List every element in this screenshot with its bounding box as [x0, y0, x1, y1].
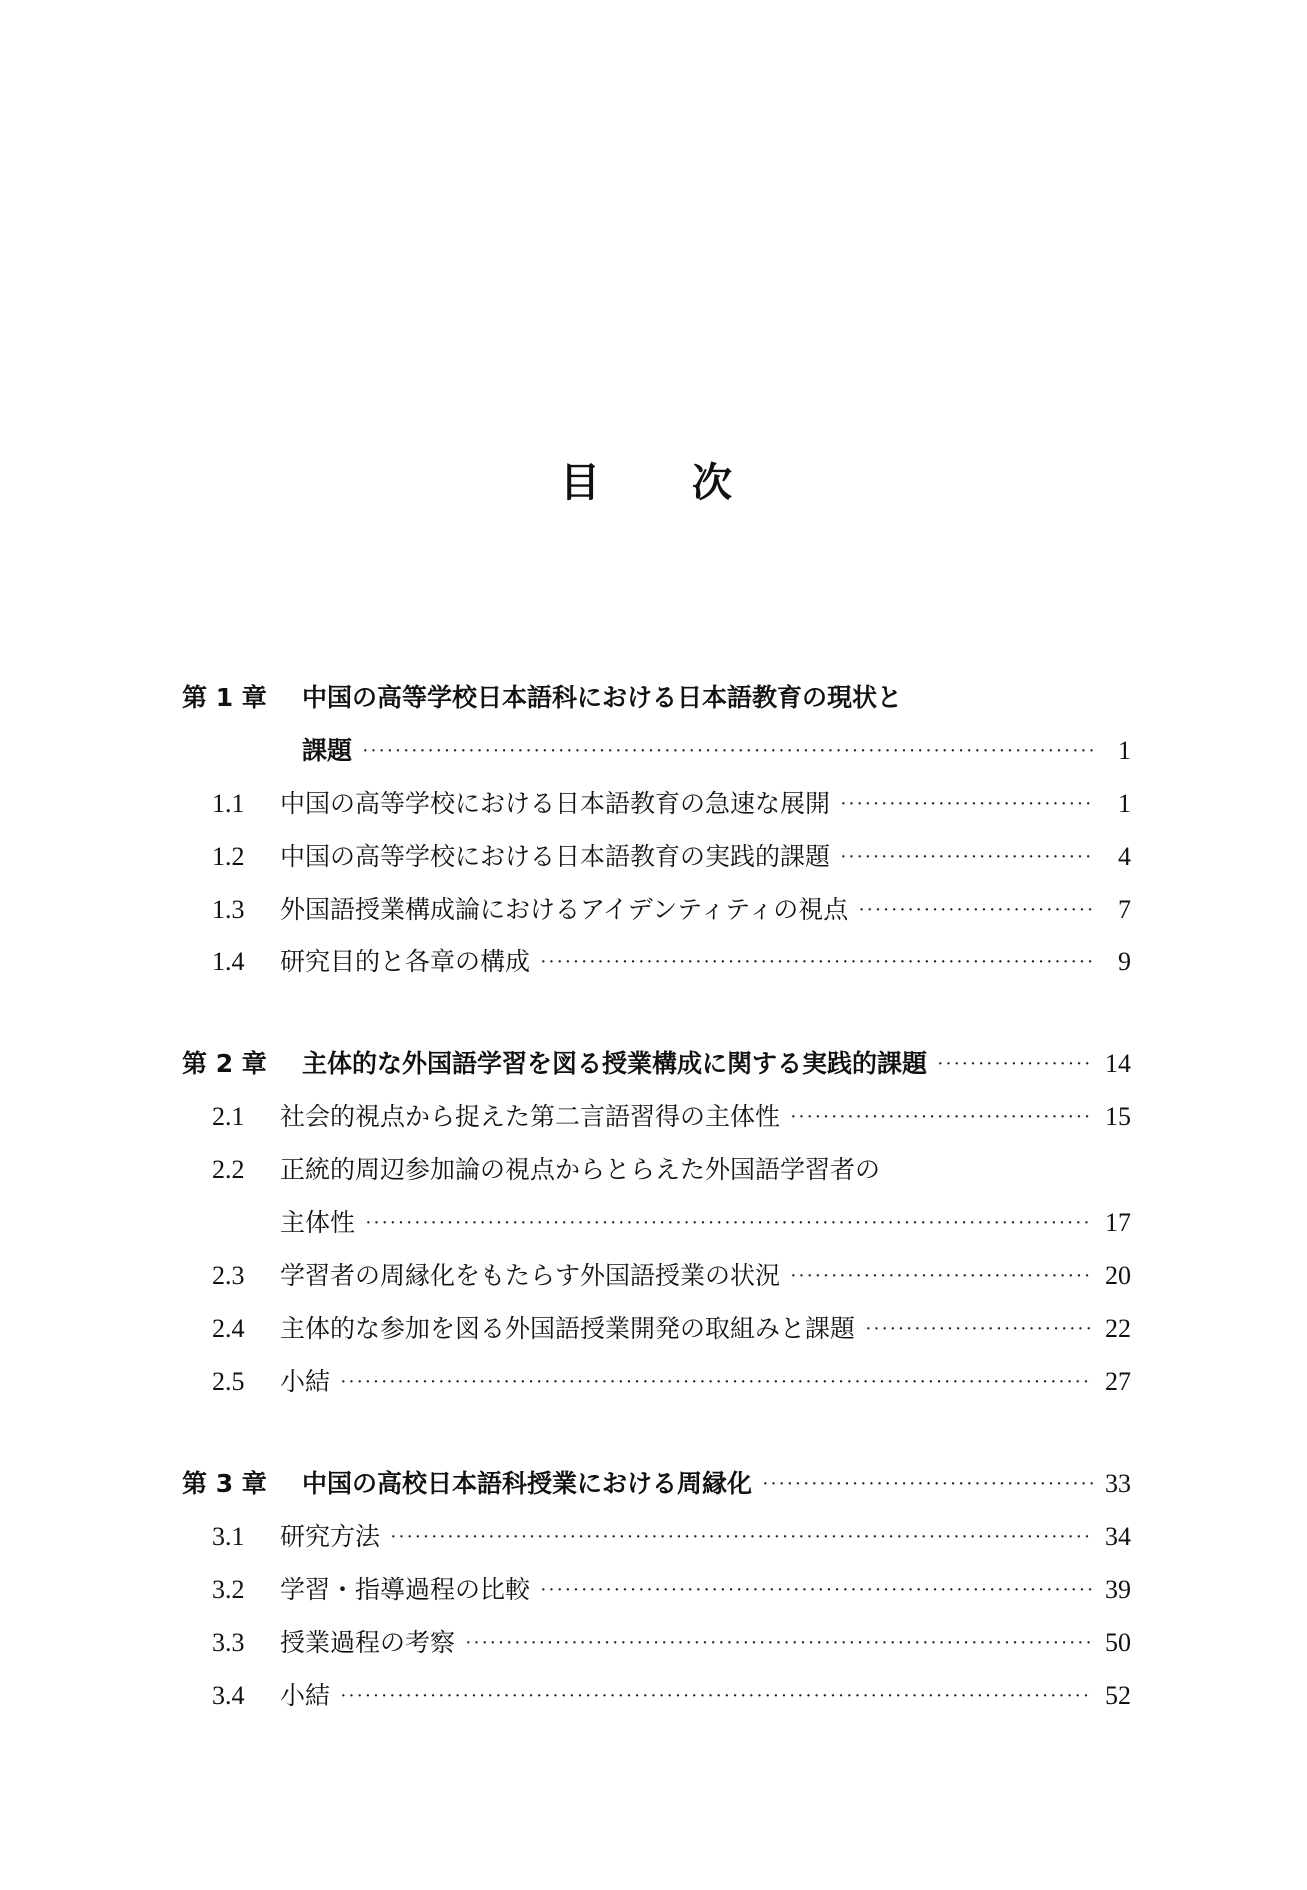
- toc-section-entry: [212, 1152, 1131, 1188]
- dot-leader: [762, 1466, 1093, 1502]
- dot-leader: [790, 1258, 1093, 1294]
- toc-section-entry: [212, 1311, 1131, 1347]
- toc-entry-title: 主体的な外国語学習を図る授業構成に関する実践的課題: [302, 1049, 928, 1078]
- dot-leader: [365, 1205, 1093, 1241]
- dot-leader: [362, 733, 1093, 769]
- toc-page-number: 7: [1118, 895, 1131, 924]
- toc-section-entry: [212, 1099, 1131, 1135]
- toc-continuation-line: [280, 1205, 1131, 1241]
- toc-section-entry: [212, 1572, 1131, 1608]
- toc-entry-title: 中国の高校日本語科授業における周縁化: [302, 1469, 753, 1498]
- toc-page-number: 22: [1105, 1314, 1131, 1343]
- toc-entry-number: 2.4: [212, 1314, 245, 1343]
- dot-leader: [540, 1572, 1093, 1608]
- page-title-right: 次: [692, 460, 732, 506]
- toc-page-number: 20: [1105, 1261, 1131, 1290]
- dot-leader: [790, 1099, 1093, 1135]
- toc-page-number: 27: [1105, 1367, 1131, 1396]
- toc-entry-number: 2.1: [212, 1102, 245, 1131]
- toc-entry-number: 1.4: [212, 947, 245, 976]
- dot-leader: [840, 839, 1093, 875]
- toc-entry-number: 2.3: [212, 1261, 245, 1290]
- toc-page-number: 9: [1118, 947, 1131, 976]
- toc-entry-title: 小結: [280, 1367, 331, 1396]
- page-title-left: 目: [560, 460, 600, 506]
- toc-continuation-line: [302, 733, 1131, 769]
- toc-entry-title: 中国の高等学校における日本語教育の急速な展開: [280, 789, 831, 818]
- toc-entry-title: 学習・指導過程の比較: [280, 1575, 531, 1604]
- toc-section-entry: [212, 1364, 1131, 1400]
- dot-leader: [937, 1046, 1093, 1082]
- dot-leader: [390, 1519, 1093, 1555]
- toc-page-number: 1: [1118, 736, 1131, 765]
- toc-page-number: 34: [1105, 1522, 1131, 1551]
- toc-page-number: 17: [1105, 1208, 1131, 1237]
- toc-page-number: 50: [1105, 1628, 1131, 1657]
- toc-page-number: 39: [1105, 1575, 1131, 1604]
- toc-entry-number: 3.3: [212, 1628, 245, 1657]
- toc-entry-number: 第 3 章: [182, 1469, 267, 1498]
- toc-entry-title: 小結: [280, 1681, 331, 1710]
- toc-entry-title: 中国の高等学校日本語科における日本語教育の現状と: [302, 683, 903, 712]
- toc-entry-number: 第 2 章: [182, 1049, 267, 1078]
- toc-entry-title: 社会的視点から捉えた第二言語習得の主体性: [280, 1102, 781, 1131]
- toc-page-number: 52: [1105, 1681, 1131, 1710]
- toc-section-entry: [212, 1258, 1131, 1294]
- toc-entry-number: 第 1 章: [182, 683, 267, 712]
- toc-section-entry: [212, 892, 1131, 928]
- toc-chapter-entry: [182, 1046, 1131, 1082]
- toc-entry-number: 1.1: [212, 789, 245, 818]
- dot-leader: [840, 786, 1093, 822]
- dot-leader: [540, 944, 1093, 980]
- toc-section-entry: [212, 944, 1131, 980]
- toc-entry-title: 研究方法: [280, 1522, 381, 1551]
- toc-entry-title: 主体性: [280, 1208, 356, 1237]
- toc-entry-title: 中国の高等学校における日本語教育の実践的課題: [280, 842, 831, 871]
- toc-section-entry: [212, 1519, 1131, 1555]
- toc-entry-title: 研究目的と各章の構成: [280, 947, 531, 976]
- toc-section-entry: [212, 786, 1131, 822]
- toc-page-number: 4: [1118, 842, 1131, 871]
- toc-entry-number: 3.2: [212, 1575, 245, 1604]
- toc-entry-number: 2.5: [212, 1367, 245, 1396]
- toc-section-entry: [212, 1625, 1131, 1661]
- toc-entry-title: 正統的周辺参加論の視点からとらえた外国語学習者の: [280, 1155, 881, 1184]
- dot-leader: [340, 1678, 1093, 1714]
- toc-entry-number: 3.1: [212, 1522, 245, 1551]
- toc-entry-title: 学習者の周縁化をもたらす外国語授業の状況: [280, 1261, 781, 1290]
- dot-leader: [340, 1364, 1093, 1400]
- toc-section-entry: [212, 839, 1131, 875]
- dot-leader: [865, 1311, 1093, 1347]
- toc-page-number: 1: [1118, 789, 1131, 818]
- toc-section-entry: [212, 1678, 1131, 1714]
- toc-page-number: 33: [1105, 1469, 1131, 1498]
- toc-entry-title: 外国語授業構成論におけるアイデンティティの視点: [280, 895, 849, 924]
- toc-page-number: 14: [1105, 1049, 1131, 1078]
- toc-chapter-entry: [182, 680, 1131, 716]
- dot-leader: [465, 1625, 1093, 1661]
- toc-entry-number: 2.2: [212, 1155, 245, 1184]
- toc-page-number: 15: [1105, 1102, 1131, 1131]
- toc-entry-title: 授業過程の考察: [280, 1628, 456, 1657]
- dot-leader: [858, 892, 1093, 928]
- toc-entry-number: 1.2: [212, 842, 245, 871]
- toc-entry-title: 主体的な参加を図る外国語授業開発の取組みと課題: [280, 1314, 856, 1343]
- toc-entry-number: 3.4: [212, 1681, 245, 1710]
- toc-entry-title: 課題: [302, 736, 353, 765]
- toc-chapter-entry: [182, 1466, 1131, 1502]
- toc-entry-number: 1.3: [212, 895, 245, 924]
